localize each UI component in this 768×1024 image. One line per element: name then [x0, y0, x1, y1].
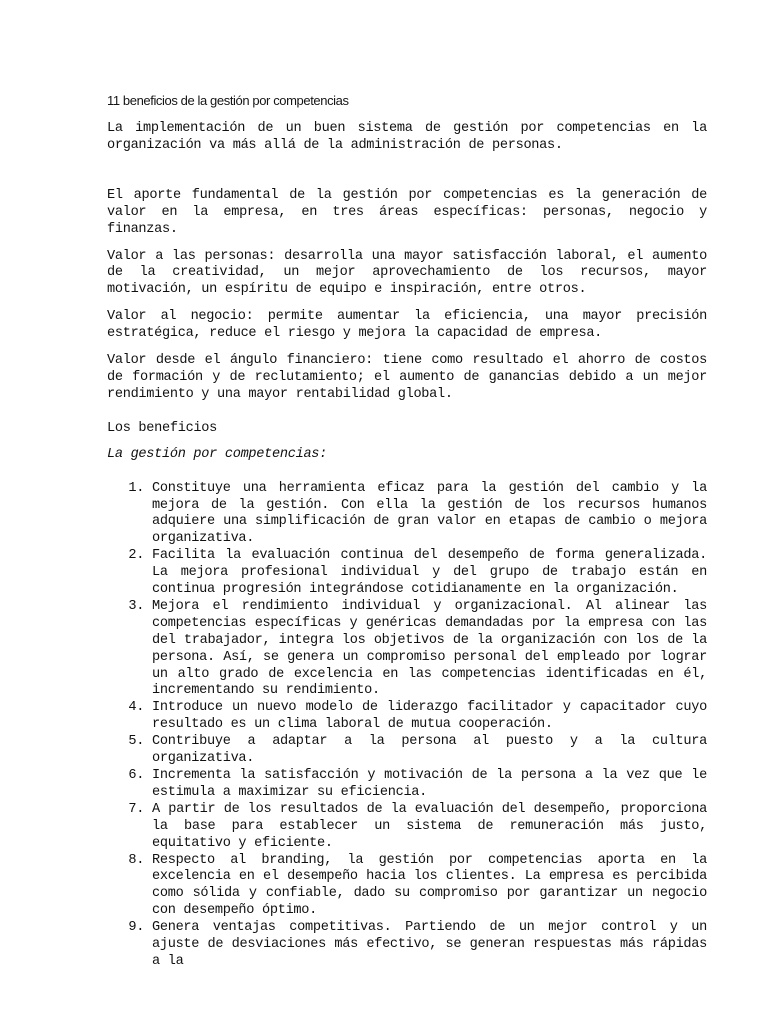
valor-negocio-paragraph: Valor al negocio: permite aumentar la eficiencia, una mayor precisión estratégica, reduce el riesgo y mejora la capacidad de empresa.: [107, 309, 707, 342]
list-intro: La gestión por competencias:: [107, 446, 328, 462]
list-item: 8. Respecto al branding, la gestión por competencias aporta en la excelencia en el desempeño hacia los clientes. La empresa es percibida como sólida y confiable, dado su compromiso por garantizar un negocio con desempeño óptimo.: [152, 853, 707, 921]
list-item: 1. Constituye una herramienta eficaz para la gestión del cambio y la mejora de la gestión. Con ella la gestión de los recursos humanos adquiere una simplificación de gran valor en etapas de cambio o mejora organizativa.: [152, 481, 707, 549]
valor-personas-paragraph: Valor a las personas: desarrolla una mayor satisfacción laboral, el aumento de la creatividad, un mejor aprovechamiento de los recursos, mayor motivación, un espíritu de equipo e inspiración, entre otros.: [107, 248, 707, 298]
valor-financiero-paragraph: Valor desde el ángulo financiero: tiene como resultado el ahorro de costos de formación y de reclutamiento; el aumento de ganancias debido a un mejor rendimiento y una mayor rentabilidad global.: [107, 353, 707, 402]
list-item: 5. Contribuye a adaptar a la persona al puesto y a la cultura organizativa.: [152, 734, 707, 768]
list-item: 7. A partir de los resultados de la evaluación del desempeño, proporciona la base para establecer un sistema de remuneración más justo, equitativo y eficiente.: [152, 802, 707, 853]
beneficios-heading: Los beneficios: [107, 420, 218, 436]
aporte-paragraph: El aporte fundamental de la gestión por competencias es la generación de valor en la empresa, en tres áreas específicas: personas, negocio y finanzas.: [107, 187, 707, 237]
list-item: 9. Genera ventajas competitivas. Partiendo de un mejor control y un ajuste de desviaciones más efectivo, se generan respuestas más rápidas a la: [152, 920, 707, 971]
document-heading: 11 beneficios de la gestión por competencias: [107, 93, 349, 108]
list-item: 4. Introduce un nuevo modelo de liderazgo facilitador y capacitador cuyo resultado es un clima laboral de mutua cooperación.: [152, 700, 707, 734]
list-item: 3. Mejora el rendimiento individual y organizacional. Al alinear las competencias específicas y genéricas demandadas por la empresa con las del trabajador, integra los objetivos de la organización con los de la persona. Así, se genera un compromiso personal del empleado por lograr un alto grado de excelencia en las competencias identificadas en él, incrementando su rendimiento.: [152, 599, 707, 700]
document-body: [107, 121, 707, 971]
list-item: 6. Incrementa la satisfacción y motivación de la persona a la vez que le estimula a maximizar su eficiencia.: [152, 768, 707, 802]
intro-paragraph: La implementación de un buen sistema de gestión por competencias en la organización va más allá de la administración de personas.: [107, 121, 707, 153]
benefits-list: [107, 481, 707, 971]
list-item: 2. Facilita la evaluación continua del desempeño de forma generalizada. La mejora profesional individual y del grupo de trabajo están en continua progresión integrándose cotidianamente en la organización.: [152, 548, 707, 599]
